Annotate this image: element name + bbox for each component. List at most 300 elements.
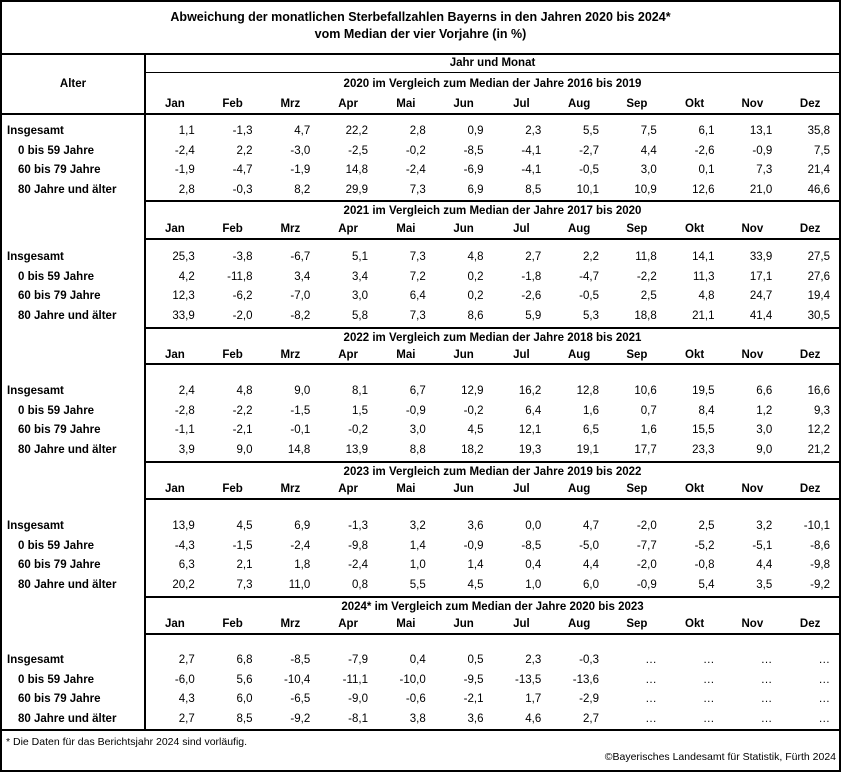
value-cell: -0,2 — [405, 144, 426, 157]
value-cell: 14,1 — [692, 251, 715, 263]
value-cell: -2,6 — [694, 144, 715, 157]
month-header-cell: Aug — [567, 618, 591, 630]
value-cell: -8,5 — [290, 654, 311, 666]
value-cell: 0,0 — [525, 520, 542, 532]
value-cell: 1,6 — [640, 424, 657, 436]
month-header-cell: Jun — [453, 97, 474, 110]
value-cell: … — [818, 673, 830, 686]
month-header-cell: Nov — [741, 483, 764, 495]
value-cell: 8,5 — [525, 183, 542, 196]
table-row — [146, 287, 839, 307]
table-row — [146, 142, 839, 162]
value-cell: -1,1 — [174, 424, 195, 436]
value-cell: 1,2 — [756, 404, 773, 417]
value-cell: 21,2 — [807, 443, 830, 456]
month-header-cell: Dez — [799, 348, 821, 361]
month-header-row — [146, 94, 839, 113]
value-cell: -0,5 — [579, 290, 599, 302]
age-group-label: 0 bis 59 Jahre — [18, 270, 95, 283]
value-cell: 3,0 — [756, 424, 773, 436]
value-cell: … — [818, 654, 830, 666]
value-cell: 0,4 — [525, 559, 542, 571]
age-labels-column — [2, 635, 146, 729]
value-cell: -0,5 — [579, 164, 599, 176]
value-cell: 19,5 — [692, 385, 715, 397]
value-cell: 8,6 — [467, 309, 484, 322]
value-cell: 3,2 — [756, 520, 773, 532]
value-cell: … — [760, 673, 773, 686]
value-cell: 0,2 — [467, 290, 484, 302]
month-header-cell: Sep — [626, 97, 648, 110]
section-2021-data — [2, 240, 839, 327]
table-row — [146, 710, 839, 730]
value-cell: 3,5 — [756, 578, 773, 591]
value-cell: 5,8 — [352, 309, 368, 322]
year-header-2023: 2023 im Vergleich zum Median der Jahre 2019 bis 2022 — [343, 466, 642, 478]
value-cell: 14,8 — [287, 443, 311, 456]
value-cell: -3,8 — [232, 251, 253, 263]
value-cell: -0,9 — [463, 539, 484, 552]
value-cell: -2,7 — [579, 144, 599, 157]
value-cell: 27,6 — [807, 270, 830, 283]
month-header-cell: Mai — [396, 348, 416, 361]
table-row — [146, 441, 839, 461]
value-cell: -9,8 — [348, 539, 368, 552]
value-cell: 8,1 — [352, 385, 368, 397]
value-cell: 3,9 — [178, 443, 195, 456]
month-header-cell: Jul — [513, 483, 530, 495]
value-cell: -0,2 — [463, 404, 484, 417]
value-cell: 7,2 — [409, 270, 426, 283]
value-cell: -8,2 — [290, 309, 311, 322]
value-cell: 33,9 — [172, 309, 195, 322]
value-cell: -0,8 — [694, 559, 715, 571]
value-cell: 4,7 — [583, 520, 599, 532]
value-cell: 11,3 — [692, 270, 715, 283]
value-cell: 6,0 — [583, 578, 599, 591]
left-spacer — [2, 327, 146, 365]
value-cell: -1,3 — [348, 520, 368, 532]
value-cell: -9,0 — [348, 693, 368, 705]
month-header-cell: Jun — [453, 222, 474, 235]
table-row — [146, 307, 839, 327]
month-header-cell: Nov — [741, 348, 764, 361]
month-header-cell: Aug — [567, 222, 591, 235]
age-group-label: 60 bis 79 Jahre — [18, 424, 101, 436]
age-group-label: 0 bis 59 Jahre — [18, 404, 95, 417]
month-header-cell: Jan — [164, 618, 185, 630]
month-header-cell: Mrz — [280, 483, 301, 495]
value-cell: -2,0 — [232, 309, 253, 322]
value-cell: 2,7 — [525, 251, 542, 263]
month-header-cell: Aug — [567, 348, 591, 361]
value-cell: -2,5 — [348, 144, 368, 157]
table-row — [146, 382, 839, 402]
month-header-cell: Feb — [222, 618, 243, 630]
month-header-cell: Sep — [626, 483, 648, 495]
value-cell: -3,0 — [290, 144, 311, 157]
values-grid — [146, 635, 839, 729]
value-cell: 12,6 — [692, 183, 715, 196]
value-cell: 4,8 — [236, 385, 253, 397]
value-cell: 1,0 — [409, 559, 426, 571]
table-row — [146, 576, 839, 596]
age-group-label: 60 bis 79 Jahre — [18, 559, 101, 571]
value-cell: -2,1 — [232, 424, 253, 436]
value-cell: -9,5 — [463, 673, 484, 686]
value-cell: 1,8 — [294, 559, 311, 571]
age-labels-column — [2, 240, 146, 327]
value-cell: -8,5 — [521, 539, 542, 552]
value-cell: 10,1 — [576, 183, 599, 196]
value-cell: -2,4 — [405, 164, 426, 176]
value-cell: -0,6 — [405, 693, 426, 705]
value-cell: 17,7 — [634, 443, 657, 456]
value-cell: 11,0 — [288, 578, 311, 591]
value-cell: 4,3 — [178, 693, 195, 705]
value-cell: 17,1 — [749, 270, 773, 283]
value-cell: … — [645, 693, 657, 705]
value-cell: 3,4 — [352, 270, 368, 283]
value-cell: 6,5 — [583, 424, 599, 436]
value-cell: 30,5 — [807, 309, 830, 322]
section-2024-data — [2, 635, 839, 731]
value-cell: … — [818, 693, 830, 705]
value-cell: -5,2 — [694, 539, 715, 552]
month-header-cell: Feb — [222, 483, 243, 495]
month-header-cell: Okt — [685, 222, 705, 235]
month-header-cell: Aug — [567, 97, 591, 110]
value-cell: -8,6 — [810, 539, 830, 552]
month-header-cell: Sep — [626, 348, 648, 361]
month-header-cell: Jun — [453, 618, 474, 630]
month-header-cell: Mrz — [280, 97, 301, 110]
value-cell: -0,9 — [752, 144, 773, 157]
table-row — [146, 651, 839, 671]
value-cell: 7,3 — [756, 164, 773, 176]
value-cell: 18,8 — [634, 309, 657, 322]
value-cell: -0,9 — [636, 578, 657, 591]
value-cell: -1,5 — [290, 404, 311, 417]
left-spacer — [2, 200, 146, 240]
value-cell: 9,0 — [236, 443, 253, 456]
age-group-label: Insgesamt — [7, 385, 64, 397]
value-cell: 6,3 — [178, 559, 195, 571]
value-cell: 21,0 — [749, 183, 773, 196]
month-header-cell: Jan — [164, 222, 185, 235]
title-line-1: Abweichung der monatlichen Sterbefallzahlen Bayerns in den Jahren 2020 bis 2024* — [170, 10, 671, 24]
section-2024-header — [2, 596, 839, 635]
value-cell: 15,5 — [692, 424, 715, 436]
value-cell: -13,5 — [515, 673, 542, 686]
value-cell: -2,0 — [636, 559, 657, 571]
value-cell: 18,2 — [461, 443, 484, 456]
value-cell: 3,0 — [409, 424, 426, 436]
value-cell: 7,5 — [814, 144, 830, 157]
value-cell: 13,9 — [345, 443, 368, 456]
month-header-cell: Sep — [626, 222, 648, 235]
month-header-cell: Nov — [741, 222, 764, 235]
value-cell: 16,2 — [518, 385, 542, 397]
value-cell: 12,9 — [461, 385, 484, 397]
value-cell: … — [760, 712, 773, 725]
value-cell: 24,7 — [749, 290, 773, 302]
value-cell: 8,5 — [236, 712, 253, 725]
value-cell: 2,7 — [583, 712, 599, 725]
value-cell: 3,0 — [352, 290, 368, 302]
value-cell: 5,5 — [409, 578, 426, 591]
value-cell: 8,4 — [698, 404, 715, 417]
value-cell: 2,5 — [640, 290, 657, 302]
month-header-cell: Mai — [396, 618, 416, 630]
value-cell: 2,2 — [583, 251, 599, 263]
value-cell: … — [818, 712, 830, 725]
value-cell: -6,2 — [232, 290, 253, 302]
value-cell: 4,4 — [583, 559, 599, 571]
copyright-notice: ©Bayerisches Landesamt für Statistik, Fürth 2024 — [604, 751, 836, 763]
value-cell: -2,9 — [579, 693, 599, 705]
age-group-label: 60 bis 79 Jahre — [18, 693, 101, 705]
year-header-2020: 2020 im Vergleich zum Median der Jahre 2016 bis 2019 — [343, 78, 642, 90]
table-row — [146, 671, 839, 691]
value-cell: … — [760, 654, 773, 666]
value-cell: 5,9 — [525, 309, 542, 322]
age-group-label: 80 Jahre und älter — [18, 578, 117, 591]
table-row — [146, 556, 839, 576]
value-cell: 1,6 — [583, 404, 599, 417]
value-cell: 10,6 — [634, 385, 657, 397]
section-2023-data — [2, 500, 839, 596]
value-cell: 4,5 — [467, 424, 484, 436]
value-cell: 3,6 — [467, 520, 484, 532]
value-cell: -1,3 — [232, 125, 253, 137]
value-cell: -7,7 — [636, 539, 657, 552]
month-header-cell: Feb — [222, 348, 243, 361]
month-header-cell: Dez — [799, 483, 821, 495]
value-cell: 0,8 — [352, 578, 368, 591]
value-cell: 1,5 — [352, 404, 368, 417]
value-cell: 9,3 — [814, 404, 830, 417]
value-cell: 4,4 — [756, 559, 773, 571]
value-cell: -11,8 — [227, 270, 253, 283]
value-cell: 1,1 — [178, 125, 195, 137]
value-cell: 6,4 — [525, 404, 542, 417]
value-cell: 29,9 — [345, 183, 368, 196]
value-cell: 5,3 — [583, 309, 599, 322]
value-cell: -1,5 — [232, 539, 253, 552]
value-cell: … — [645, 673, 657, 686]
year-header-2021: 2021 im Vergleich zum Median der Jahre 2017 bis 2020 — [343, 205, 642, 217]
year-header-2022: 2022 im Vergleich zum Median der Jahre 2018 bis 2021 — [343, 332, 642, 344]
month-header-cell: Mrz — [280, 222, 301, 235]
value-cell: 33,9 — [749, 251, 773, 263]
value-cell: -1,8 — [521, 270, 542, 283]
value-cell: 35,8 — [807, 125, 830, 137]
value-cell: -0,1 — [290, 424, 311, 436]
age-group-label: 0 bis 59 Jahre — [18, 673, 95, 686]
value-cell: -2,6 — [521, 290, 542, 302]
value-cell: 1,4 — [467, 559, 484, 571]
row-group-header-alter: Alter — [2, 55, 146, 113]
month-header-cell: Jul — [513, 222, 530, 235]
value-cell: 13,1 — [749, 125, 773, 137]
value-cell: -0,3 — [579, 654, 599, 666]
month-header-cell: Sep — [626, 618, 648, 630]
month-header-cell: Jan — [164, 483, 185, 495]
section-2023-header — [2, 461, 839, 500]
value-cell: 16,6 — [807, 385, 830, 397]
age-group-label: 80 Jahre und älter — [18, 712, 117, 725]
value-cell: -4,7 — [232, 164, 253, 176]
value-cell: 2,8 — [409, 125, 426, 137]
value-cell: … — [645, 712, 657, 725]
value-cell: -7,9 — [348, 654, 368, 666]
value-cell: 0,7 — [640, 404, 657, 417]
value-cell: 2,2 — [236, 144, 253, 157]
title-line-2: vom Median der vier Vorjahre (in %) — [314, 27, 527, 41]
value-cell: 13,9 — [172, 520, 195, 532]
value-cell: … — [703, 673, 715, 686]
value-cell: 8,8 — [409, 443, 426, 456]
month-header-cell: Dez — [799, 97, 821, 110]
value-cell: 3,4 — [294, 270, 311, 283]
value-cell: -8,5 — [463, 144, 484, 157]
value-cell: -2,8 — [174, 404, 195, 417]
value-cell: -0,2 — [348, 424, 368, 436]
table-row — [146, 537, 839, 557]
value-cell: 2,4 — [178, 385, 195, 397]
month-header-cell: Nov — [741, 97, 764, 110]
value-cell: 2,1 — [236, 559, 253, 571]
values-grid — [146, 240, 839, 327]
age-group-label: Insgesamt — [7, 520, 64, 532]
age-group-label: 80 Jahre und älter — [18, 309, 117, 322]
age-group-label: 80 Jahre und älter — [18, 183, 117, 196]
table-row — [146, 248, 839, 268]
value-cell: -9,2 — [290, 712, 311, 725]
age-labels-column — [2, 365, 146, 461]
age-group-label: Insgesamt — [7, 251, 64, 263]
month-header-row — [146, 615, 839, 633]
value-cell: -1,9 — [290, 164, 311, 176]
table-row — [146, 690, 839, 710]
value-cell: 12,8 — [576, 385, 599, 397]
age-group-label: 0 bis 59 Jahre — [18, 144, 95, 157]
value-cell: 5,1 — [352, 251, 368, 263]
value-cell: 19,1 — [576, 443, 599, 456]
table-row — [146, 161, 839, 181]
value-cell: 9,0 — [294, 385, 311, 397]
value-cell: 6,9 — [467, 183, 484, 196]
value-cell: -8,1 — [348, 712, 368, 725]
table-row — [146, 421, 839, 441]
value-cell: 19,4 — [807, 290, 830, 302]
value-cell: 4,7 — [294, 125, 311, 137]
value-cell: 25,3 — [172, 251, 195, 263]
value-cell: 0,4 — [409, 654, 426, 666]
month-header-cell: Nov — [741, 618, 764, 630]
year-header-2024: 2024* im Vergleich zum Median der Jahre 2020 bis 2023 — [341, 601, 644, 613]
age-labels-column — [2, 500, 146, 596]
value-cell: 0,9 — [467, 125, 484, 137]
value-cell: 11,8 — [635, 251, 657, 263]
month-header-cell: Aug — [567, 483, 591, 495]
value-cell: 7,3 — [236, 578, 253, 591]
value-cell: 41,4 — [749, 309, 773, 322]
value-cell: 12,2 — [807, 424, 830, 436]
column-group-header — [146, 55, 839, 113]
value-cell: -4,1 — [521, 144, 542, 157]
month-header-cell: Apr — [338, 97, 359, 110]
value-cell: … — [703, 712, 715, 725]
month-header-cell: Mai — [396, 222, 416, 235]
month-header-cell: Jul — [513, 348, 530, 361]
jahr-und-monat-header: Jahr und Monat — [146, 55, 839, 73]
values-grid — [146, 115, 839, 200]
value-cell: 9,0 — [756, 443, 773, 456]
age-group-label: Insgesamt — [7, 654, 64, 666]
value-cell: 3,6 — [467, 712, 484, 725]
age-group-label: Insgesamt — [7, 125, 64, 137]
value-cell: 8,2 — [294, 183, 311, 196]
month-header-cell: Mai — [396, 483, 416, 495]
month-header-row — [146, 480, 839, 498]
value-cell: 4,8 — [467, 251, 484, 263]
month-header-cell: Jul — [513, 97, 530, 110]
value-cell: 2,8 — [178, 183, 195, 196]
month-header-cell: Jan — [164, 348, 185, 361]
value-cell: -1,9 — [174, 164, 195, 176]
table-title — [2, 2, 839, 55]
value-cell: 1,0 — [525, 578, 542, 591]
value-cell: -0,3 — [232, 183, 253, 196]
value-cell: 46,6 — [807, 183, 830, 196]
month-header-cell: Apr — [338, 222, 359, 235]
month-header-cell: Mrz — [280, 618, 301, 630]
month-header-cell: Apr — [338, 348, 359, 361]
value-cell: -2,4 — [290, 539, 311, 552]
value-cell: 7,3 — [409, 183, 426, 196]
table-header-block — [2, 55, 839, 115]
value-cell: 7,3 — [409, 309, 426, 322]
value-cell: 7,5 — [640, 125, 657, 137]
month-header-cell: Dez — [799, 222, 821, 235]
value-cell: … — [760, 693, 773, 705]
value-cell: 22,2 — [345, 125, 368, 137]
value-cell: -6,0 — [174, 673, 195, 686]
section-2022-data — [2, 365, 839, 461]
month-header-cell: Feb — [222, 97, 243, 110]
value-cell: 4,8 — [698, 290, 715, 302]
month-header-cell: Jun — [453, 483, 474, 495]
value-cell: 6,7 — [409, 385, 426, 397]
value-cell: -0,9 — [405, 404, 426, 417]
value-cell: -2,4 — [348, 559, 368, 571]
month-header-cell: Jan — [164, 97, 185, 110]
value-cell: 6,8 — [236, 654, 253, 666]
value-cell: -6,5 — [290, 693, 311, 705]
month-header-cell: Apr — [338, 618, 359, 630]
age-group-label: 60 bis 79 Jahre — [18, 164, 101, 176]
value-cell: 4,5 — [467, 578, 484, 591]
value-cell: -2,1 — [463, 693, 484, 705]
value-cell: 21,1 — [692, 309, 715, 322]
value-cell: 19,3 — [518, 443, 542, 456]
value-cell: -2,4 — [174, 144, 195, 157]
value-cell: 1,4 — [409, 539, 426, 552]
value-cell: 20,2 — [172, 578, 195, 591]
month-header-cell: Okt — [685, 348, 705, 361]
